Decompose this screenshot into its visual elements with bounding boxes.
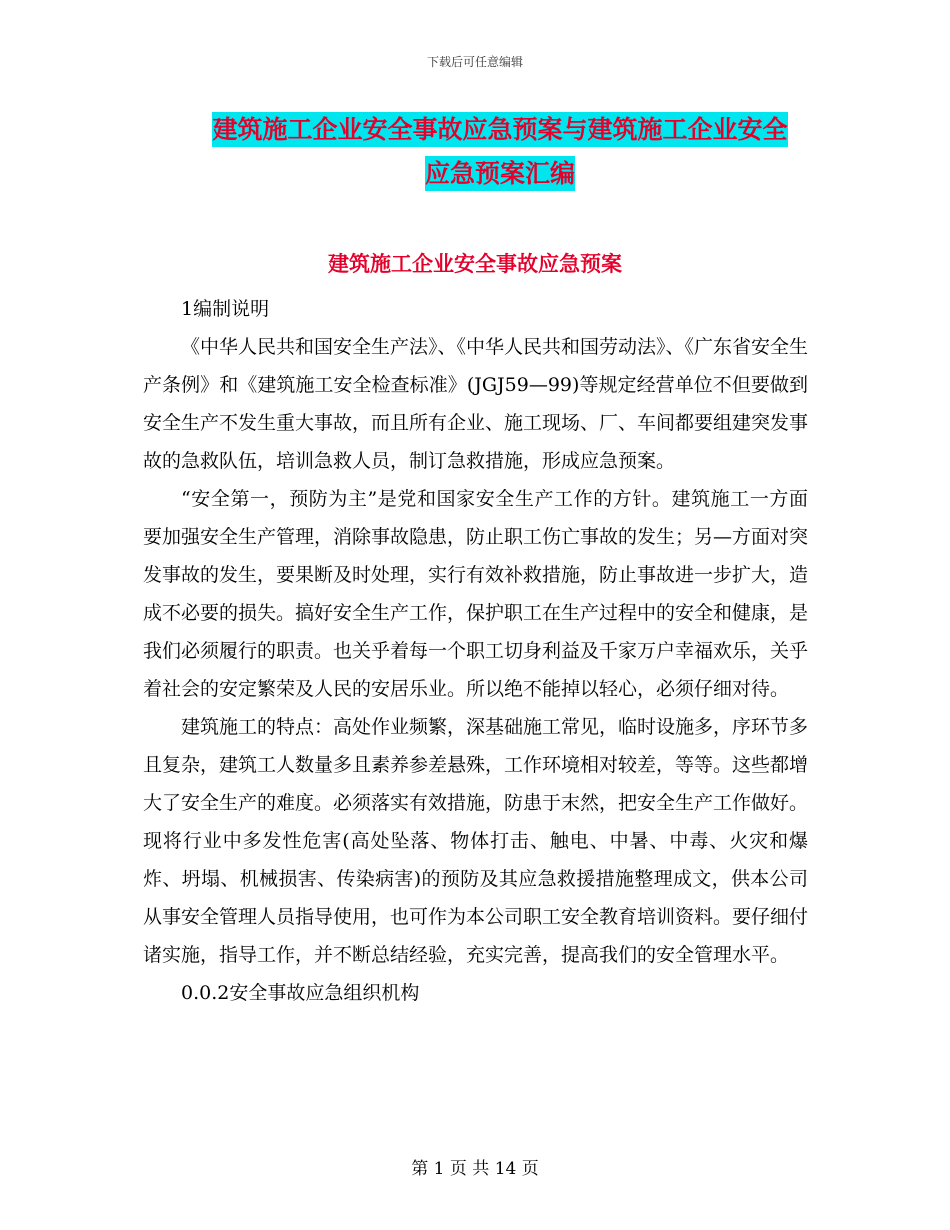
section-title: 建筑施工企业安全事故应急预案 <box>328 251 622 276</box>
paragraph-heading-2: 0.0.2安全事故应急组织机构 <box>181 982 420 1004</box>
document-title-line-1: 建筑施工企业安全事故应急预案与建筑施工企业安全 <box>212 112 787 147</box>
paragraph-construction-features: 建筑施工的特点：高处作业频繁，深基础施工常见，临时设施多，序环节多且复杂，建筑工人数量多且素养参差悬殊，工作环境相对较差，等等。这些都增大了安全生产的难度。必须落实有效措施，防患于末然，把安全生产工作做好。现将行业中多发性危害(高处坠落、物体打击、触电、中暑、中毒、火灾和爆炸、坍塌、机械损害、传染病害)的预防及其应急救援措施整理成文，供本公司从事安全管理人员指导使用，也可作为本公司职工安全教育培训资料。要仔细付诸实施，指导工作，并不断总结经验，充实完善，提高我们的安全管理水平。 <box>143 716 809 966</box>
body-text <box>143 290 808 1012</box>
paragraph-safety-policy: “安全第一，预防为主”是党和国家安全生产工作的方针。建筑施工一方面要加强安全生产管理，消除事故隐患，防止职工伤亡事故的发生；另—方面对突发事故的发生，要果断及时处理，实行有效补救措施，防止事故进一步扩大，造成不必要的损失。搞好安全生产工作，保护职工在生产过程中的安全和健康，是我们必须履行的职责。也关乎着每一个职工切身利益及千家万户幸福欢乐，关乎着社会的安定繁荣及人民的安居乐业。所以绝不能掉以轻心，必须仔细对待。 <box>143 488 809 700</box>
document-title <box>140 108 860 196</box>
paragraph-legal-basis: 《中华人民共和国安全生产法》、《中华人民共和国劳动法》、《广东省安全生产条例》和《建筑施工安全检查标准》(JGJ59—99)等规定经营单位不但要做到安全生产不发生重大事故，而且所有企业、施工现场、厂、车间都要组建突发事故的急救队伍，培训急救人员，制订急救措施，形成应急预案。 <box>143 336 809 472</box>
page-number-footer: 第 1 页 共 14 页 <box>411 1159 539 1179</box>
paragraph-heading-1: 1编制说明 <box>181 298 270 320</box>
document-title-line-2: 应急预案汇编 <box>425 156 575 191</box>
page-header-note: 下载后可任意编辑 <box>426 55 523 69</box>
